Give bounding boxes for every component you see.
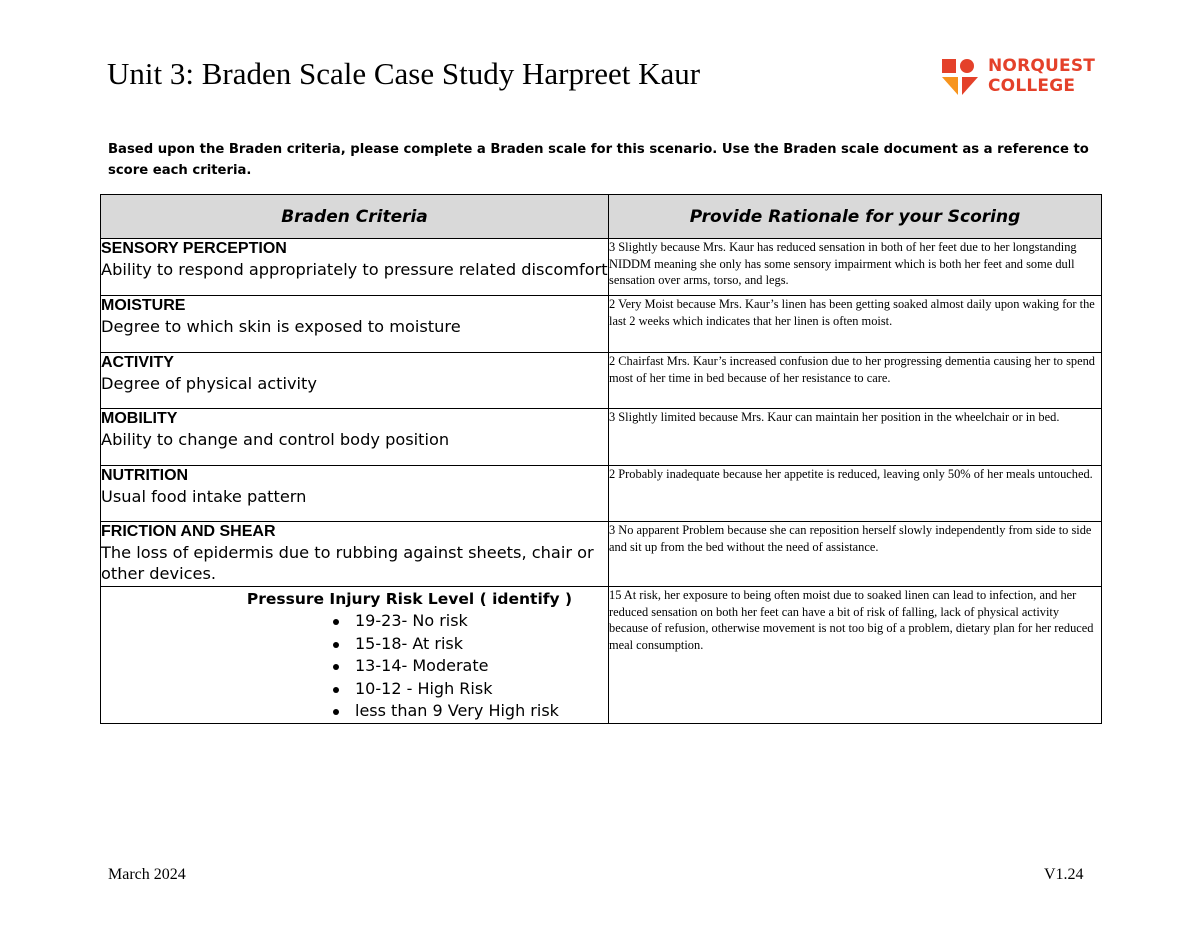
list-item: 10-12 - High Risk [333, 678, 608, 701]
logo-text [988, 56, 1095, 96]
rationale-cell[interactable]: 2 Probably inadequate because her appetite is reduced, leaving only 50% of her meals untouched. [609, 466, 1102, 522]
rationale-cell[interactable]: 2 Very Moist because Mrs. Kaur’s linen has been getting soaked almost daily upon waking for the last 2 weeks which indicates that her linen is often moist. [609, 296, 1102, 353]
criteria-title: MOISTURE [101, 297, 186, 314]
list-item: less than 9 Very High risk [333, 700, 608, 723]
criteria-title: ACTIVITY [101, 354, 174, 371]
criteria-description: Degree to which skin is exposed to moisture [101, 317, 461, 336]
rationale-cell[interactable]: 3 Slightly because Mrs. Kaur has reduced sensation in both of her feet due to her longstanding NIDDM meaning she only has some sensory impairment which is both her feet and some dull sensation over arms, torso, and legs. [609, 239, 1102, 296]
table-row-risk-level [101, 587, 1102, 724]
criteria-cell [101, 466, 609, 522]
rationale-cell[interactable]: 3 Slightly limited because Mrs. Kaur can maintain her position in the wheelchair or in bed. [609, 409, 1102, 466]
criteria-cell [101, 409, 609, 466]
criteria-description: Ability to respond appropriately to pressure related discomfort [101, 260, 608, 279]
page-title: Unit 3: Braden Scale Case Study Harpreet Kaur [107, 56, 701, 91]
table-row-nutrition [101, 466, 1102, 522]
criteria-description: Degree of physical activity [101, 374, 317, 393]
logo-mark-icon [940, 57, 980, 97]
table-row-mobility [101, 409, 1102, 466]
criteria-cell [101, 353, 609, 409]
criteria-description: The loss of epidermis due to rubbing against sheets, chair or other devices. [101, 543, 594, 583]
table-row-moisture [101, 296, 1102, 353]
list-item: 15-18- At risk [333, 633, 608, 656]
logo-line-1: NORQUEST [988, 56, 1096, 76]
criteria-description: Usual food intake pattern [101, 487, 307, 506]
risk-level-list [101, 610, 608, 723]
college-logo [940, 56, 1110, 100]
footer-version: V1.24 [1044, 866, 1084, 883]
criteria-description: Ability to change and control body position [101, 430, 450, 449]
criteria-title: FRICTION AND SHEAR [101, 523, 276, 540]
instructions: Based upon the Braden criteria, please complete a Braden scale for this scenario. Use the Braden scale document as a reference to score each criteria. [108, 142, 1089, 178]
risk-rationale-cell[interactable]: 15 At risk, her exposure to being often moist due to soaked linen can lead to infection, and her reduced sensation on both her feet can have a bit of risk of falling, lack of physical activity because of refusion, otherwise movement is not too big of a problem, dietary plan for her reduced meal consumption. [609, 587, 1102, 724]
footer-date: March 2024 [108, 866, 186, 883]
criteria-title: SENSORY PERCEPTION [101, 240, 287, 257]
list-item: 13-14- Moderate [333, 655, 608, 678]
table-row-sensory [101, 239, 1102, 296]
risk-level-title: Pressure Injury Risk Level ( identify ) [246, 590, 573, 608]
braden-table [100, 194, 1102, 724]
header-criteria: Braden Criteria [101, 195, 609, 239]
list-item: 19-23- No risk [333, 610, 608, 633]
header-rationale: Provide Rationale for your Scoring [609, 195, 1102, 239]
rationale-cell[interactable]: 2 Chairfast Mrs. Kaur’s increased confusion due to her progressing dementia causing her to spend most of her time in bed because of her resistance to care. [609, 353, 1102, 409]
criteria-cell [101, 522, 609, 587]
logo-line-2: COLLEGE [988, 76, 1076, 96]
table-row-activity [101, 353, 1102, 409]
table-row-friction [101, 522, 1102, 587]
criteria-title: NUTRITION [101, 467, 189, 484]
criteria-title: MOBILITY [101, 410, 178, 427]
table-header-row [101, 195, 1102, 239]
rationale-cell[interactable]: 3 No apparent Problem because she can reposition herself slowly independently from side to side and sit up from the bed without the need of assistance. [609, 522, 1102, 587]
criteria-cell [101, 239, 609, 296]
criteria-cell [101, 296, 609, 353]
risk-level-cell [101, 587, 609, 724]
